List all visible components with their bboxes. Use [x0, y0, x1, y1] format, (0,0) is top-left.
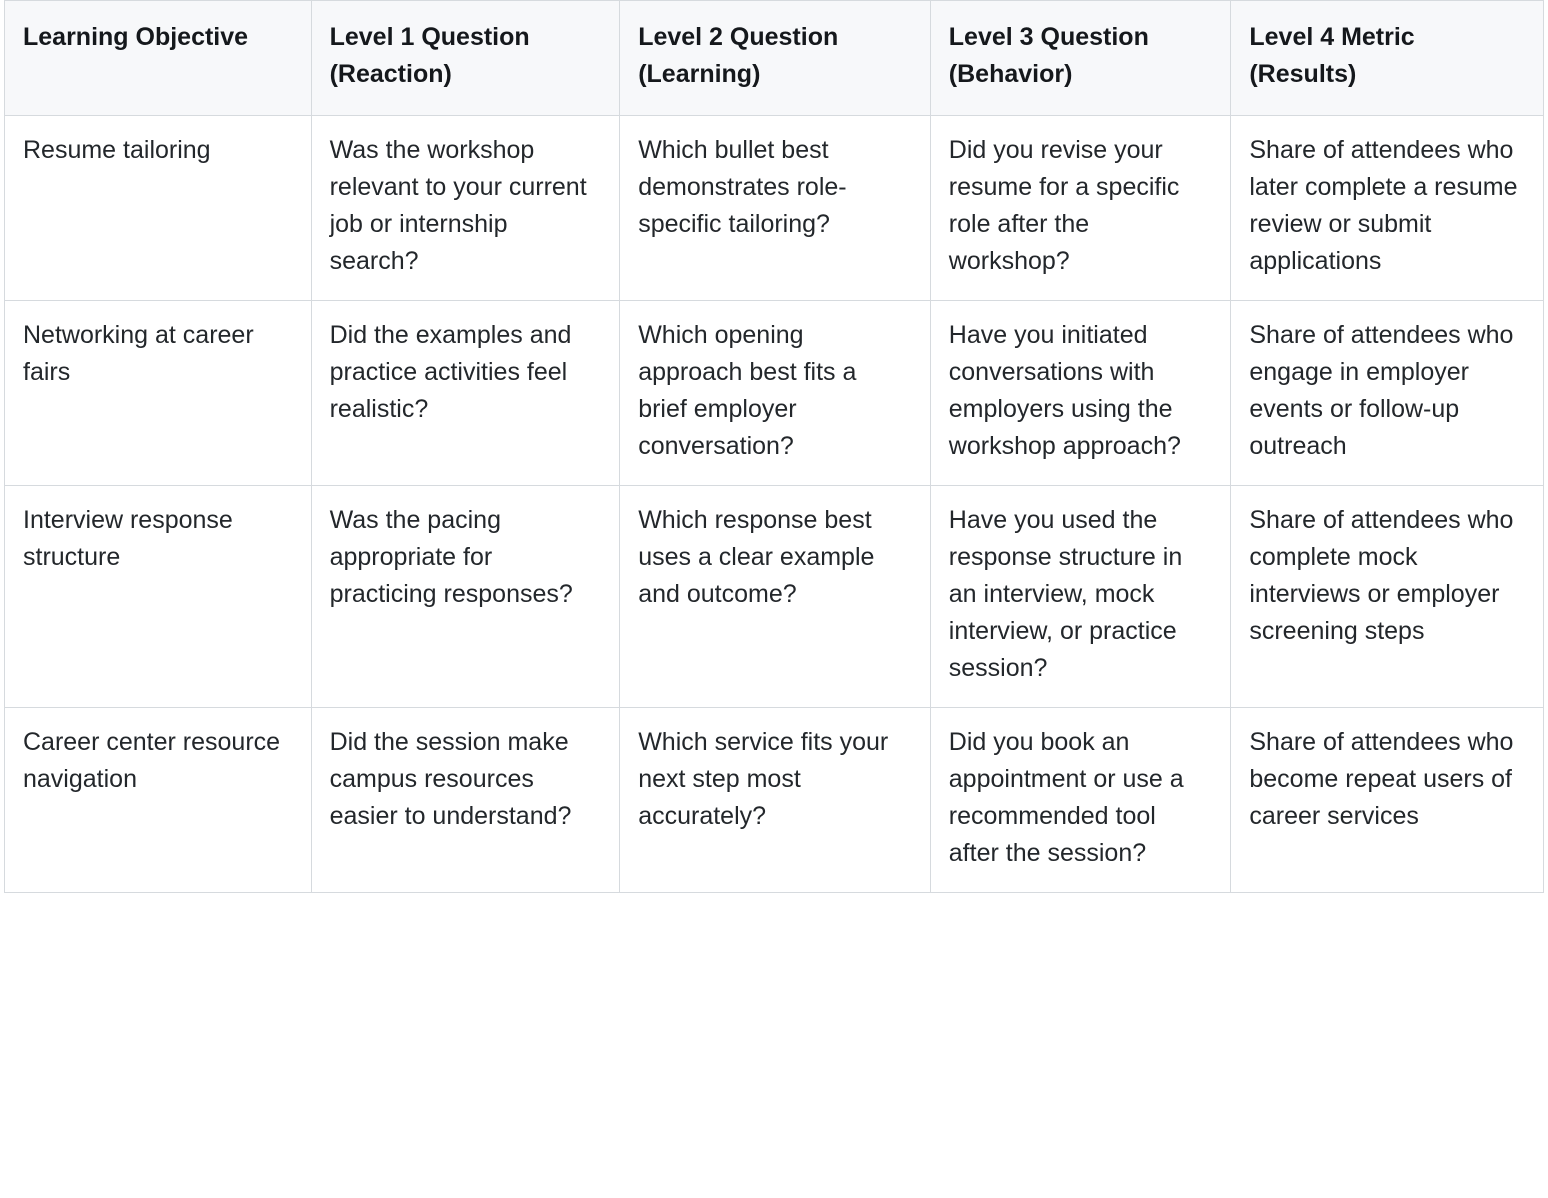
column-header-level-2-question: Level 2 Question (Learning)	[620, 1, 931, 116]
column-header-level-3-question: Level 3 Question (Behavior)	[930, 1, 1231, 116]
cell-level-3-question: Did you book an appointment or use a recommended tool after the session?	[930, 708, 1231, 893]
table-header-row	[5, 1, 1544, 116]
column-header-level-4-metric: Level 4 Metric (Results)	[1231, 1, 1544, 116]
cell-learning-objective: Career center resource navigation	[5, 708, 312, 893]
cell-level-2-question: Which bullet best demonstrates role-specific tailoring?	[620, 116, 931, 301]
cell-level-1-question: Did the examples and practice activities feel realistic?	[311, 301, 620, 486]
cell-level-1-question: Was the pacing appropriate for practicing responses?	[311, 486, 620, 708]
cell-level-3-question: Have you initiated conversations with employers using the workshop approach?	[930, 301, 1231, 486]
cell-learning-objective: Interview response structure	[5, 486, 312, 708]
cell-learning-objective: Resume tailoring	[5, 116, 312, 301]
table-body	[5, 116, 1544, 893]
cell-level-3-question: Did you revise your resume for a specific role after the workshop?	[930, 116, 1231, 301]
cell-level-4-metric: Share of attendees who become repeat users of career services	[1231, 708, 1544, 893]
table-row	[5, 486, 1544, 708]
cell-learning-objective: Networking at career fairs	[5, 301, 312, 486]
cell-level-4-metric: Share of attendees who complete mock interviews or employer screening steps	[1231, 486, 1544, 708]
table-row	[5, 301, 1544, 486]
cell-level-4-metric: Share of attendees who later complete a resume review or submit applications	[1231, 116, 1544, 301]
cell-level-2-question: Which service fits your next step most accurately?	[620, 708, 931, 893]
cell-level-4-metric: Share of attendees who engage in employer events or follow-up outreach	[1231, 301, 1544, 486]
column-header-learning-objective: Learning Objective	[5, 1, 312, 116]
cell-level-2-question: Which opening approach best fits a brief employer conversation?	[620, 301, 931, 486]
cell-level-2-question: Which response best uses a clear example and outcome?	[620, 486, 931, 708]
table-row	[5, 708, 1544, 893]
table-row	[5, 116, 1544, 301]
table-header	[5, 1, 1544, 116]
evaluation-table	[4, 0, 1544, 893]
cell-level-1-question: Did the session make campus resources easier to understand?	[311, 708, 620, 893]
column-header-level-1-question: Level 1 Question (Reaction)	[311, 1, 620, 116]
cell-level-1-question: Was the workshop relevant to your current job or internship search?	[311, 116, 620, 301]
cell-level-3-question: Have you used the response structure in an interview, mock interview, or practice session?	[930, 486, 1231, 708]
